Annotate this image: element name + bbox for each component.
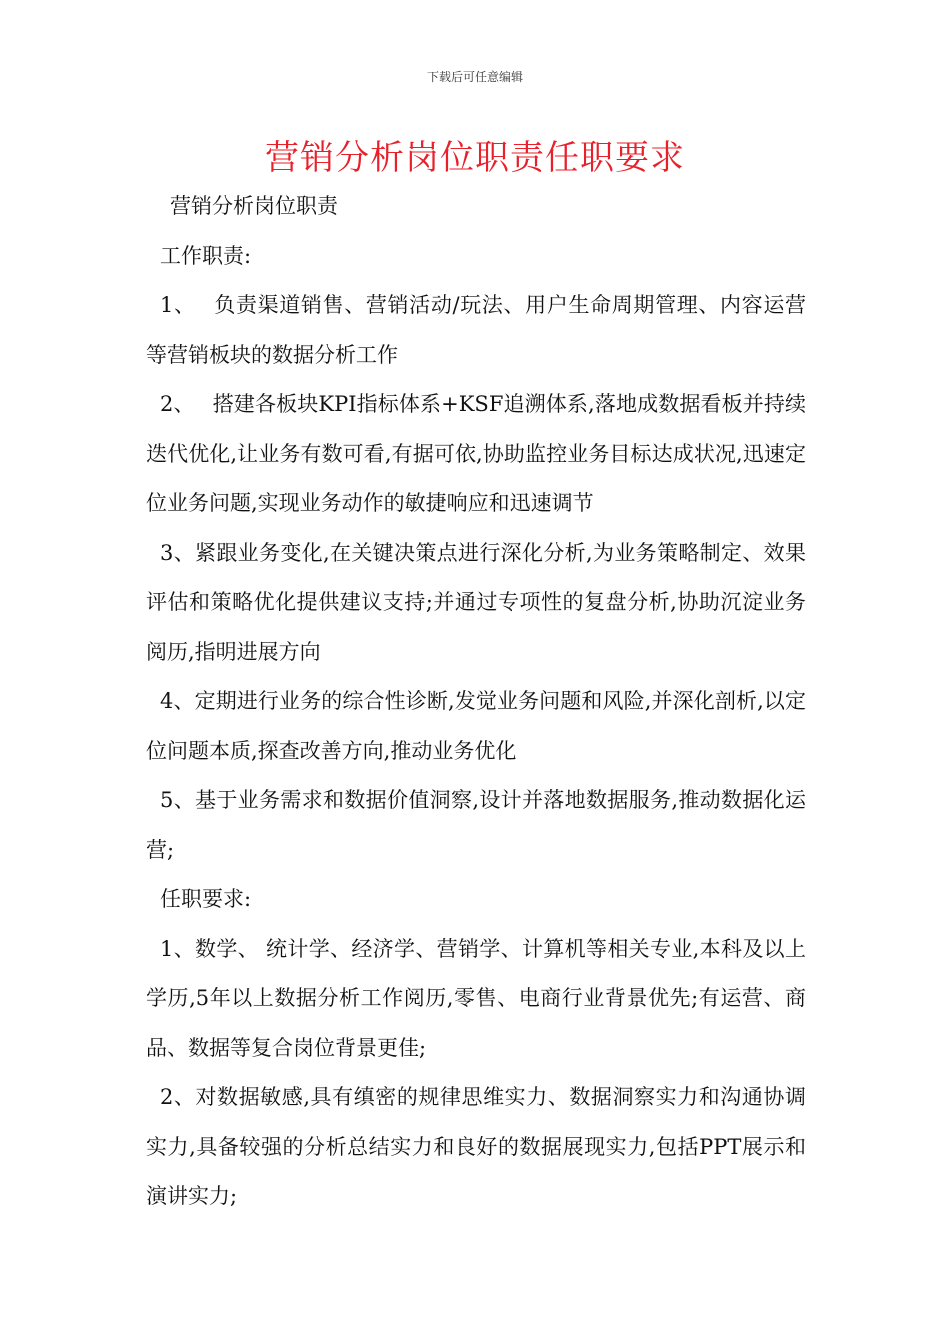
- duties-heading: 工作职责:: [160, 243, 252, 268]
- duty-item-5: 5、基于业务需求和数据价值洞察,设计并落地数据服务,推动数据化运营;: [146, 788, 806, 862]
- duty-item-3: 3、紧跟业务变化,在关键决策点进行深化分析,为业务策略制定、效果评估和策略优化提供建议支持;并通过专项性的复盘分析,协助沉淀业务阅历,指明进展方向: [146, 540, 806, 664]
- duty-item-1-text: 负责渠道销售、营销活动/玩法、用户生命周期管理、内容运营等营销板块的数据分析工作: [146, 293, 806, 367]
- duty-item-2-text: 搭建各板块KPI指标体系+KSF追溯体系,落地成数据看板并持续迭代优化,让业务有数可看,有据可依,协助监控业务目标达成状况,迅速定位业务问题,实现业务动作的敏捷响应和迅速调节: [146, 392, 806, 515]
- duty-item-1-number: 1、: [160, 293, 196, 317]
- requirements-heading: 任职要求:: [160, 887, 252, 911]
- document-body: [146, 182, 806, 1222]
- subtitle: 营销分析岗位职责: [170, 194, 338, 218]
- requirement-item-2: 2、对数据敏感,具有缜密的规律思维实力、数据洞察实力和沟通协调实力,具备较强的分析总结实力和良好的数据展现实力,包括PPT展示和演讲实力;: [146, 1085, 806, 1208]
- duty-item-2: [146, 380, 806, 529]
- requirement-item-1: 1、数学、 统计学、经济学、营销学、计算机等相关专业,本科及以上学历,5年以上数据分析工作阅历,零售、电商行业背景优先;有运营、商品、数据等复合岗位背景更佳;: [146, 936, 806, 1060]
- duty-item-4: 4、定期进行业务的综合性诊断,发觉业务问题和风险,并深化剖析,以定位问题本质,探查改善方向,推动业务优化: [146, 689, 806, 763]
- duty-item-1: [146, 281, 806, 380]
- duty-item-2-number: 2、: [160, 392, 195, 416]
- document-title: 营销分析岗位职责任职要求: [265, 138, 685, 178]
- header-note: 下载后可任意编辑: [426, 70, 523, 84]
